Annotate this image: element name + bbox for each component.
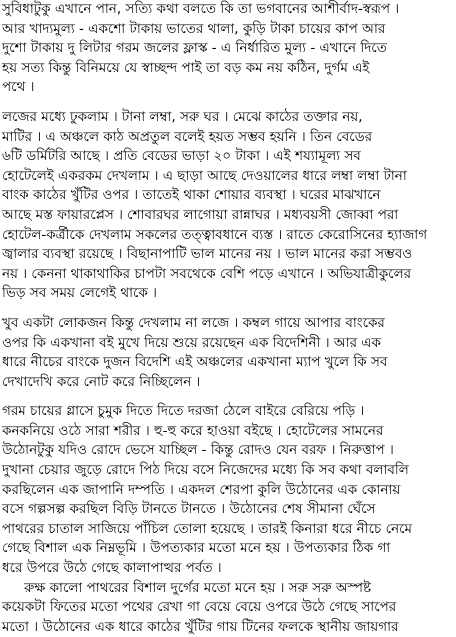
text-line: নয় । কেননা থাকাথাকির চাপটা সবথেকে বেশি পড়ে এখানে । অভিযাত্রীকুলের	[2, 265, 412, 282]
text-line: কনকনিয়ে ওঠে সারা শরীর । হু-হু করে হাওয়া বইছে । হোটেলের সামনের	[2, 422, 384, 439]
text-line: ভিড় সব সময় লেগেই থাকে ।	[2, 285, 157, 302]
text-line: দেখাদেখি করে নোট করে নিচ্ছিলেন ।	[2, 373, 201, 390]
text-line: পাথরের চাতাল সাজিয়ে পাঁচিল তোলা হয়েছে । তারই কিনারা ধরে নীচে নেমে	[2, 520, 413, 537]
paragraph-gap	[2, 98, 454, 108]
text-line: ধরে উপরে উঠে গেছে কালাপাত্থর পর্বত ।	[2, 560, 222, 577]
text-line: উঠোনটুকু যদিও রোদে ভেসে যাচ্ছিল - কিন্তু রোদও যেন বরফ । নিরুত্তাপ ।	[2, 442, 394, 459]
text-line: ওপর কি একখানা বই মুখে দিয়ে শুয়ে রয়েছেন এক বিদেশিনী । আর এক	[2, 334, 382, 351]
text-line: বসে গল্পসল্প করছিল বিড়ি টানতে টানতে । উঠোনের শেষ সীমানা ঘেঁসে	[2, 501, 376, 518]
text-line: করছিলেন এক জাপানি দম্পতি । একদল শেরপা কুলি উঠোনের এক কোনায়	[2, 481, 401, 498]
text-line: পথে ।	[2, 79, 35, 96]
text-line: খুব একটা লোকজন কিন্তু দেখলাম না লজে । কম্বল গায়ে আপার বাংকের	[2, 314, 385, 331]
paragraph-1	[2, 0, 454, 98]
text-line: আর খাদ্যমুল্য - একশো টাকায় ভাতের থালা, কুড়ি টাকা চায়ের কাপ আর	[2, 20, 386, 37]
paragraph-3	[2, 314, 454, 392]
paragraph-4	[2, 402, 454, 578]
text-line: হয় সত্য কিন্তু বিনিময়ে যে স্বাচ্ছন্দ পাই তা বড় কম নয় কঠিন, দুর্গম এই	[2, 59, 370, 76]
text-line: লজের মধ্যে ঢুকলাম । টানা লম্বা, সরু ঘর । মেঝে কাঠের তক্তার নয়,	[2, 108, 363, 125]
text-line: মতো । উঠোনের এক ধারে কাঠের খুঁটির গায় টিনের ফলকে স্থানীয় জায়গার	[2, 618, 399, 635]
text-line: হোটেল-কর্ত্রীকে দেখলাম সকলের তত্ত্বাবধানে ব্যস্ত । রাতে কেরোসিনের হ্যাজাগ	[2, 226, 428, 243]
text-line: হোটেলেই একরকম দেখলাম । এ ছাড়া আছে দেওয়ালের ধারে লম্বা লম্বা টানা	[2, 167, 407, 184]
paragraph-gap	[2, 392, 454, 402]
text-line: কয়েকটা ফিতের মতো পথের রেখা গা বেয়ে বেয়ে ওপরে উঠে গেছে সাপের	[2, 599, 397, 616]
text-line: গরম চায়ের গ্লাসে চুমুক দিতে দিতে দরজা ঠেলে বাইরে বেরিয়ে পড়ি ।	[2, 403, 365, 420]
text-line: দুশো টাকায় দু লিটার গরম জলের ফ্লাস্ক - এ নির্ধারিত মুল্য - এখানে দিতে	[2, 40, 387, 57]
text-line: জ্বালার ব্যবস্থা রয়েছে । বিছানাপাটি ভাল মানের নয় । ভাল মানের করা সম্ভবও	[2, 246, 413, 263]
text-line: ধারে নীচের বাংকে দুজন বিদেশি এই অঞ্চলের একখানা ম্যাপ খুলে কি সব	[2, 354, 388, 371]
text-line: আছে মস্ত ফায়ারপ্লেস । শোবারঘর লাগোয়া রান্নাঘর । মধ্যবয়সী জোব্বা পরা	[2, 206, 399, 223]
text-line: দুখানা চেয়ার জুড়ে রোদে পিঠ দিয়ে বসে নিজেদের মধ্যে কি সব কথা বলাবলি	[2, 462, 409, 479]
paragraph-5	[2, 579, 454, 637]
text-line: সুবিধাটুকু এখানে পান, সত্যি কথা বলতে কি তা ভগবানের আশীর্বাদ-স্বরূপ ।	[2, 1, 400, 17]
document-page	[2, 0, 454, 635]
text-line: বাংক কাঠের খুঁটির ওপর । তাতেই থাকা শোয়ার ব্যবস্থা । ঘরের মাঝখানে	[2, 187, 381, 204]
paragraph-gap	[2, 304, 454, 314]
paragraph-2	[2, 108, 454, 304]
text-line: ৬টি ডর্মিটরি আছে । প্রতি বেডের ভাড়া ২০ টাকা । এই শয্যামূল্য সব	[2, 148, 361, 165]
text-line: মাটির । এ অঞ্চলে কাঠ অপ্রতুল বলেই হয়ত সম্ভব হয়নি । তিন বেডের	[2, 128, 373, 145]
text-line: রুক্ষ কালো পাথরের বিশাল দুর্গের মতো মনে হয় । সরু সরু অস্পষ্ট	[24, 579, 372, 596]
text-line: গেছে বিশাল এক নিম্নভূমি । উপত্যকার মতো মনে হয় । উপত্যকার ঠিক গা	[2, 540, 391, 557]
